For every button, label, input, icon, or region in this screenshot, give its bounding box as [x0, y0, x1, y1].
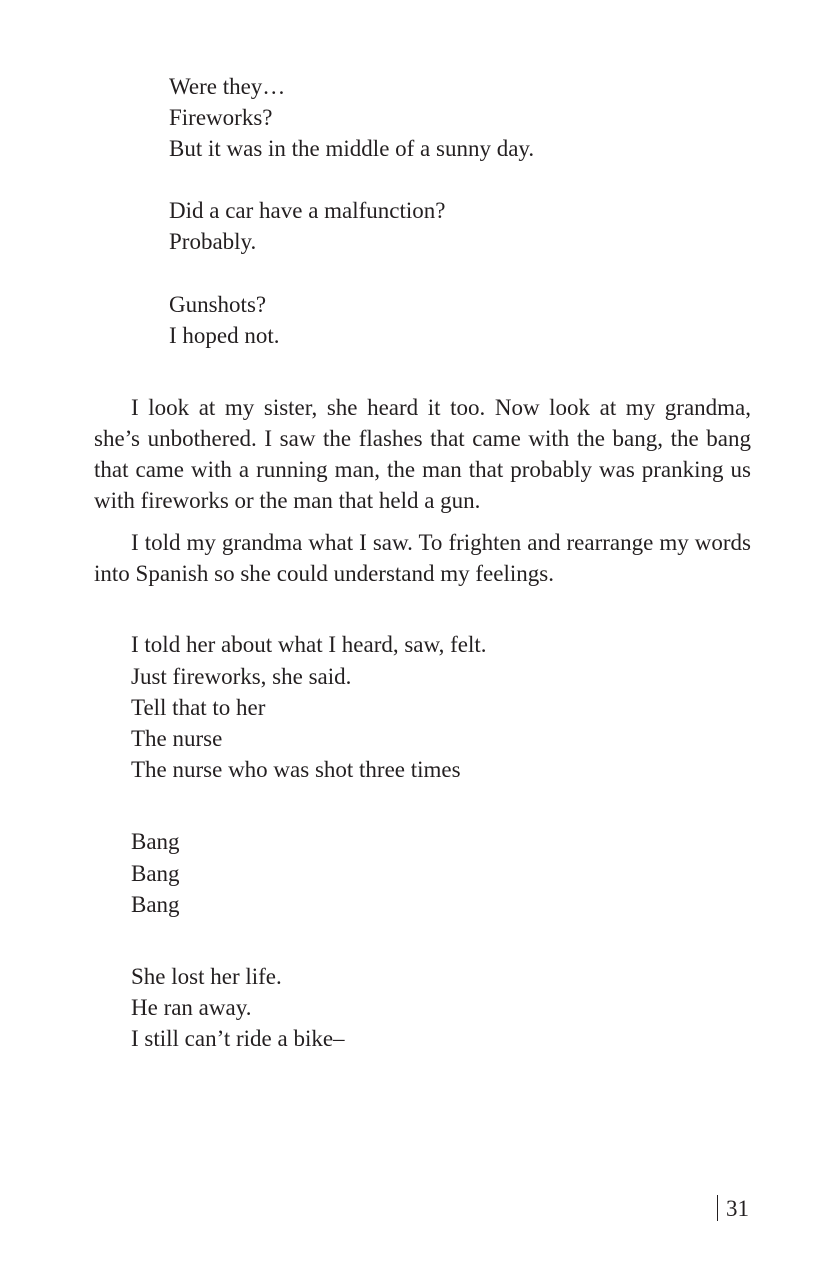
poem-line: Bang	[131, 829, 180, 854]
poem-line: Fireworks?	[169, 105, 273, 130]
poem-line: The nurse	[131, 726, 223, 751]
page-number	[717, 1193, 750, 1224]
poem-line: Were they…	[169, 74, 286, 99]
poem-line: I still can’t ride a bike–	[131, 1026, 345, 1051]
poem-line: Did a car have a malfunction?	[169, 198, 446, 223]
poem-line: I told her about what I heard, saw, felt.	[131, 632, 487, 657]
poem-line: But it was in the middle of a sunny day.	[169, 136, 535, 161]
poem-line: Bang	[131, 861, 180, 886]
poem-line: Probably.	[169, 229, 257, 254]
prose-paragraph: I look at my sister, she heard it too. Now look at my grandma, she’s unbothered. I saw the flashes that came with the bang, the bang that came with a running man, the man that probably was pranking us with fireworks or the man that held a gun.	[94, 395, 751, 513]
page-number-value: 31	[726, 1196, 749, 1221]
poem-line: He ran away.	[131, 995, 252, 1020]
poem-line: The nurse who was shot three times	[131, 757, 461, 782]
page-number-divider	[717, 1195, 719, 1221]
poem-line: Tell that to her	[131, 695, 266, 720]
poem-line: Bang	[131, 892, 180, 917]
poem-line: I hoped not.	[169, 323, 280, 348]
poem-line: Gunshots?	[169, 292, 267, 317]
prose-paragraph: I told my grandma what I saw. To frighten and rearrange my words into Spanish so she could understand my feelings.	[94, 530, 751, 586]
poem-line: She lost her life.	[131, 964, 282, 989]
poem-line: Just fireworks, she said.	[131, 664, 352, 689]
